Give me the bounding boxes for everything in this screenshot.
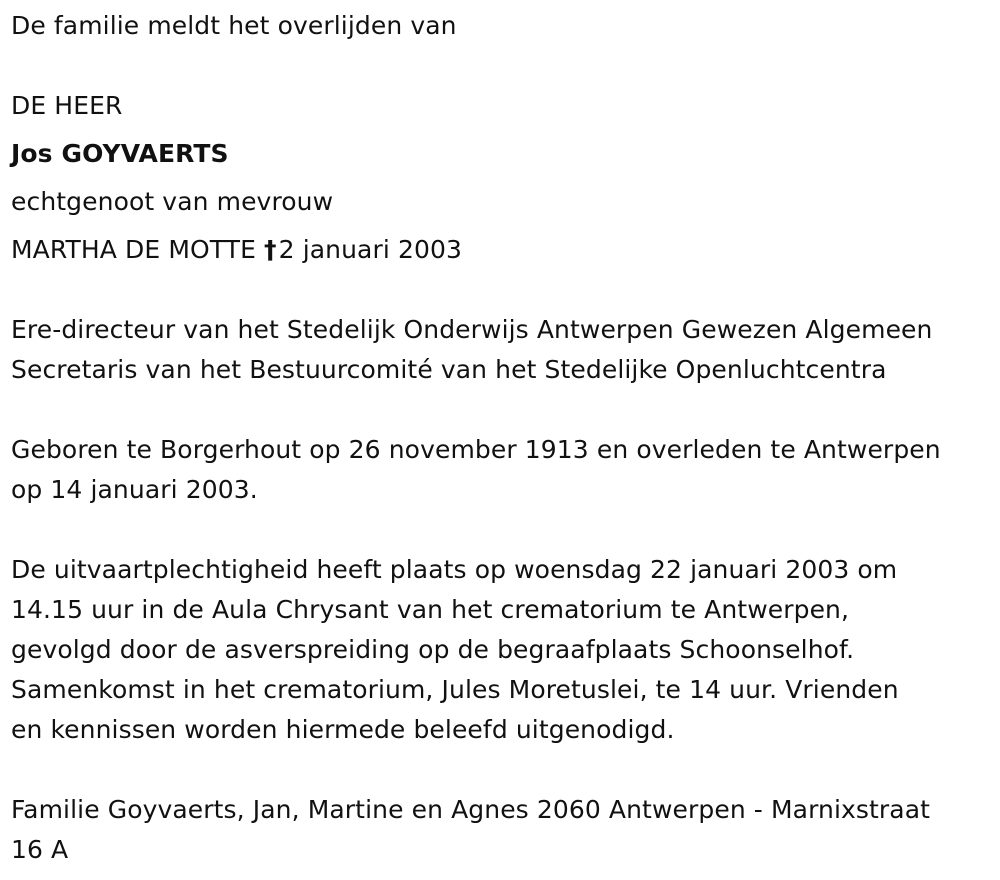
deceased-name: Jos GOYVAERTS [11, 139, 229, 168]
spouse-death-date: 2 januari 2003 [278, 235, 462, 264]
spouse-intro: echtgenoot van mevrouw [11, 187, 334, 216]
ceremony-line-5: en kennissen worden hiermede beleefd uitgenodigd. [11, 715, 675, 744]
honorific: DE HEER [11, 91, 123, 120]
birth-death-line-1: Geboren te Borgerhout op 26 november 1913 en overleden te Antwerpen [11, 435, 941, 464]
spouse-name: MARTHA DE MOTTE [11, 235, 256, 264]
function-line-2: Secretaris van het Bestuurcomité van het Stedelijke Openluchtcentra [11, 355, 887, 384]
ceremony-line-4: Samenkomst in het crematorium, Jules Moretuslei, te 14 uur. Vrienden [11, 675, 899, 704]
cross-icon: † [264, 235, 277, 264]
ceremony-line-3: gevolgd door de asverspreiding op de begraafplaats Schoonselhof. [11, 635, 855, 664]
spouse-line [11, 230, 462, 270]
family-line-2: 16 A [11, 835, 69, 864]
intro-text: De familie meldt het overlijden van [11, 11, 457, 40]
ceremony-line-2: 14.15 uur in de Aula Chrysant van het crematorium te Antwerpen, [11, 595, 850, 624]
function-line-1: Ere-directeur van het Stedelijk Onderwijs Antwerpen Gewezen Algemeen [11, 315, 933, 344]
birth-death-line-2: op 14 januari 2003. [11, 475, 258, 504]
family-line-1: Familie Goyvaerts, Jan, Martine en Agnes 2060 Antwerpen - Marnixstraat [11, 795, 931, 824]
ceremony-line-1: De uitvaartplechtigheid heeft plaats op woensdag 22 januari 2003 om [11, 555, 898, 584]
